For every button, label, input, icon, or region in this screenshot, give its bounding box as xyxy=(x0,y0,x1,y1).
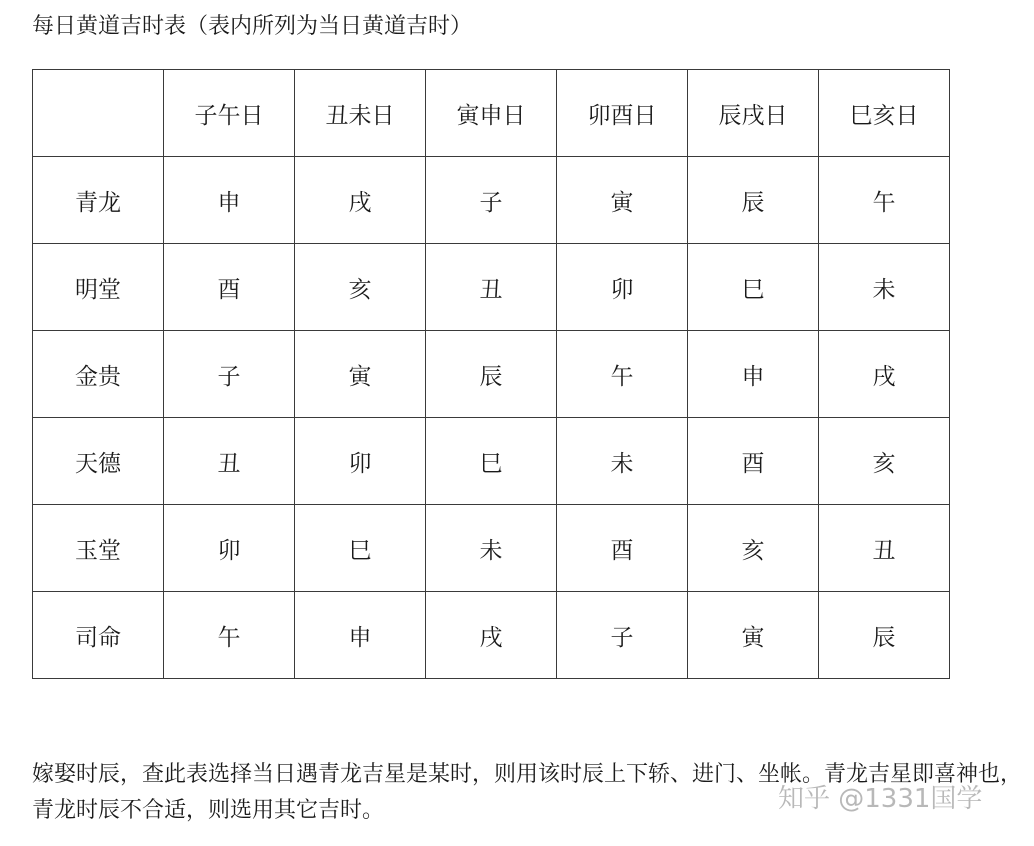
table-cell: 酉 xyxy=(688,418,819,505)
table-cell: 辰 xyxy=(426,331,557,418)
column-header: 子午日 xyxy=(164,70,295,157)
table-cell: 辰 xyxy=(688,157,819,244)
table-cell: 寅 xyxy=(557,157,688,244)
column-header: 卯酉日 xyxy=(557,70,688,157)
table-cell: 亥 xyxy=(688,505,819,592)
table-row xyxy=(33,505,950,592)
table-cell: 寅 xyxy=(295,331,426,418)
table-cell: 申 xyxy=(164,157,295,244)
table-cell: 丑 xyxy=(426,244,557,331)
table-row xyxy=(33,592,950,679)
table-cell: 戌 xyxy=(426,592,557,679)
table-cell: 卯 xyxy=(164,505,295,592)
table-cell: 子 xyxy=(557,592,688,679)
table-cell: 酉 xyxy=(164,244,295,331)
table-cell: 丑 xyxy=(819,505,950,592)
table-header-row xyxy=(33,70,950,157)
table-cell: 未 xyxy=(819,244,950,331)
table-cell: 申 xyxy=(295,592,426,679)
row-label: 青龙 xyxy=(33,157,164,244)
row-label: 明堂 xyxy=(33,244,164,331)
column-header: 辰戌日 xyxy=(688,70,819,157)
table-cell: 午 xyxy=(819,157,950,244)
table-cell: 未 xyxy=(557,418,688,505)
table-cell: 巳 xyxy=(295,505,426,592)
table-cell: 亥 xyxy=(295,244,426,331)
table-cell: 戌 xyxy=(819,331,950,418)
table-row xyxy=(33,331,950,418)
row-label: 玉堂 xyxy=(33,505,164,592)
row-label: 天德 xyxy=(33,418,164,505)
row-label: 司命 xyxy=(33,592,164,679)
column-header: 丑未日 xyxy=(295,70,426,157)
column-header: 巳亥日 xyxy=(819,70,950,157)
auspicious-hours-table xyxy=(32,69,950,679)
table-cell: 子 xyxy=(426,157,557,244)
table-cell: 子 xyxy=(164,331,295,418)
table-cell: 戌 xyxy=(295,157,426,244)
table-cell: 卯 xyxy=(557,244,688,331)
table-cell: 丑 xyxy=(164,418,295,505)
table-row xyxy=(33,244,950,331)
table-cell: 卯 xyxy=(295,418,426,505)
table-row xyxy=(33,418,950,505)
body-paragraph: 嫁娶时辰，查此表选择当日遇青龙吉星是某时，则用该时辰上下轿、进门、坐帐。青龙吉星即喜神也，青龙时辰不合适，则选用其它吉时。 xyxy=(32,762,1023,823)
table-cell: 巳 xyxy=(688,244,819,331)
table-corner-cell xyxy=(33,70,164,157)
watermark: 知乎 @1331国学 xyxy=(778,784,983,814)
table-cell: 午 xyxy=(164,592,295,679)
table-cell: 酉 xyxy=(557,505,688,592)
table-cell: 午 xyxy=(557,331,688,418)
row-label: 金贵 xyxy=(33,331,164,418)
table-cell: 辰 xyxy=(819,592,950,679)
page-title: 每日黄道吉时表（表内所列为当日黄道吉时） xyxy=(32,14,473,39)
table-row xyxy=(33,157,950,244)
column-header: 寅申日 xyxy=(426,70,557,157)
table-cell: 未 xyxy=(426,505,557,592)
table-cell: 亥 xyxy=(819,418,950,505)
table-cell: 寅 xyxy=(688,592,819,679)
table-cell: 巳 xyxy=(426,418,557,505)
table-cell: 申 xyxy=(688,331,819,418)
